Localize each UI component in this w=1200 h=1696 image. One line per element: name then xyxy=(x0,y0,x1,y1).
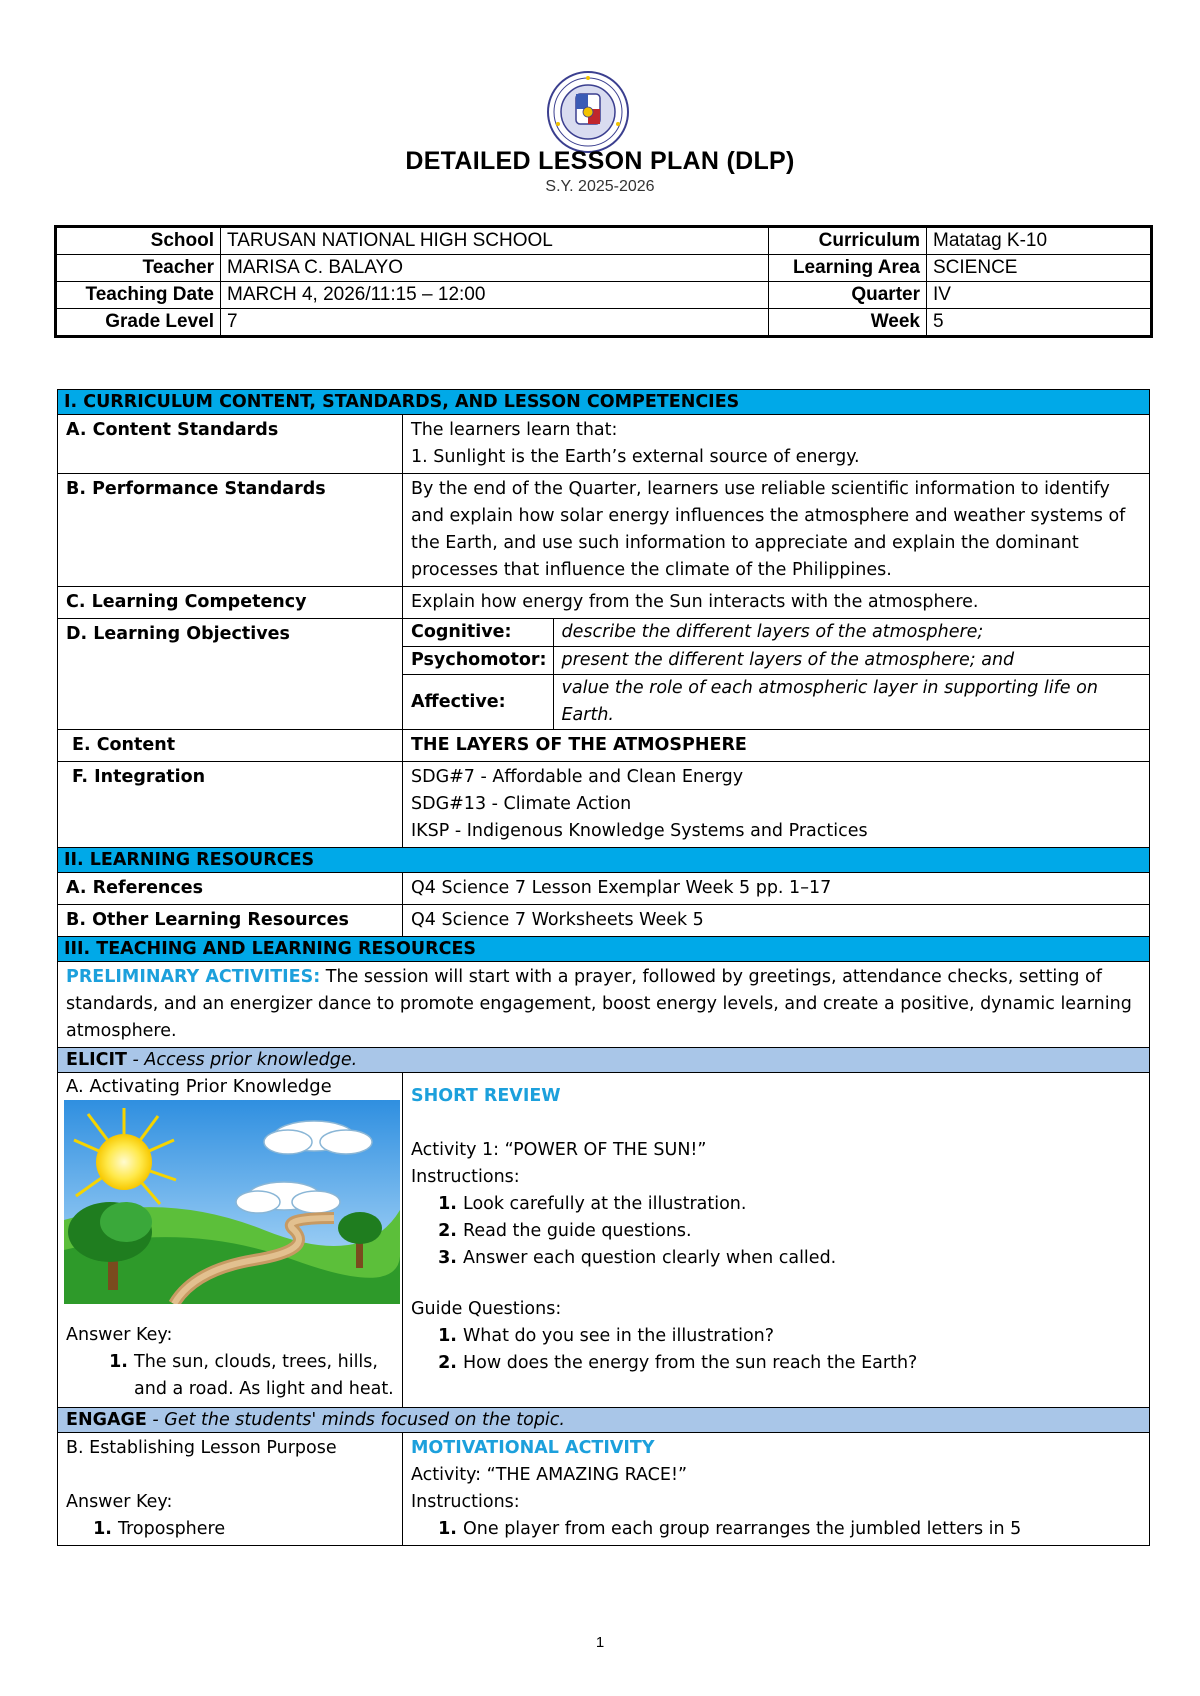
integration-item: SDG#13 - Climate Action xyxy=(411,794,632,814)
elicit-label: ELICIT xyxy=(66,1050,127,1070)
quarter-label: Quarter xyxy=(769,282,927,309)
apk-answer-item: 1. The sun, clouds, trees, hills, and a road. As light and heat. xyxy=(134,1349,394,1403)
other-resources-value: Q4 Science 7 Worksheets Week 5 xyxy=(403,905,1150,937)
teaching-date-label: Teaching Date xyxy=(56,282,221,309)
short-review-heading: SHORT REVIEW xyxy=(411,1086,561,1106)
document-title: DETAILED LESSON PLAN (DLP) xyxy=(405,147,795,175)
grade-level-label: Grade Level xyxy=(56,309,221,337)
integration-value xyxy=(403,762,1150,848)
apk-answer-key-label: Answer Key: xyxy=(66,1325,173,1345)
apk-activity-cell xyxy=(403,1073,1150,1408)
motivational-heading: MOTIVATIONAL ACTIVITY xyxy=(411,1438,655,1458)
week-label: Week xyxy=(769,309,927,337)
teacher-value: MARISA C. BALAYO xyxy=(221,255,769,282)
school-label: School xyxy=(56,227,221,255)
guide-questions-list xyxy=(411,1323,1141,1377)
instructions-list xyxy=(411,1191,1141,1272)
instruction-item: 2. Read the guide questions. xyxy=(463,1218,1141,1245)
apk-label: A. Activating Prior Knowledge xyxy=(66,1076,332,1097)
instructions2-list xyxy=(411,1516,1141,1543)
objectives-table xyxy=(403,619,1149,729)
cognitive-label: Cognitive: xyxy=(403,619,553,647)
teacher-label: Teacher xyxy=(56,255,221,282)
school-year: S.Y. 2025-2026 xyxy=(545,178,655,195)
learning-area-label: Learning Area xyxy=(769,255,927,282)
references-value: Q4 Science 7 Lesson Exemplar Week 5 pp. 1–17 xyxy=(403,873,1150,905)
sun-landscape-illustration xyxy=(64,1100,400,1304)
guide-questions-label: Guide Questions: xyxy=(411,1299,562,1319)
deped-seal-logo xyxy=(546,70,630,154)
other-resources-label: B. Other Learning Resources xyxy=(58,905,403,937)
school-value: TARUSAN NATIONAL HIGH SCHOOL xyxy=(221,227,769,255)
engage-text: - Get the students' minds focused on the topic. xyxy=(146,1410,565,1430)
elp-answer-list xyxy=(66,1516,394,1543)
learning-objectives-cell xyxy=(403,619,1150,730)
section-3-heading: III. TEACHING AND LEARNING RESOURCES xyxy=(58,937,1150,962)
curriculum-value: Matatag K-10 xyxy=(927,227,1152,255)
psychomotor-label: Psychomotor: xyxy=(403,647,553,675)
elp-cell xyxy=(58,1433,403,1546)
quarter-value: IV xyxy=(927,282,1152,309)
content-label: E. Content xyxy=(58,730,403,762)
apk-cell xyxy=(58,1073,403,1408)
guide-question-item: 1. What do you see in the illustration? xyxy=(463,1323,1141,1350)
content-standards-value xyxy=(403,415,1150,474)
grade-level-value: 7 xyxy=(221,309,769,337)
elicit-text: - Access prior knowledge. xyxy=(126,1050,358,1070)
lesson-table xyxy=(57,389,1150,1546)
engage-label: ENGAGE xyxy=(66,1410,147,1430)
learning-competency-label: C. Learning Competency xyxy=(58,587,403,619)
integration-item: IKSP - Indigenous Knowledge Systems and Practices xyxy=(411,821,868,841)
curriculum-label: Curriculum xyxy=(769,227,927,255)
affective-value: value the role of each atmospheric layer in supporting life on Earth. xyxy=(561,678,1098,725)
info-table xyxy=(54,225,1153,338)
content-standards-line1: The learners learn that: xyxy=(411,420,618,440)
affective-label: Affective: xyxy=(403,675,553,730)
learning-objectives-label: D. Learning Objectives xyxy=(58,619,403,730)
instruction2-item: 1. One player from each group rearranges the jumbled letters in 5 xyxy=(463,1516,1141,1543)
guide-question-item: 2. How does the energy from the sun reach the Earth? xyxy=(463,1350,1141,1377)
week-value: 5 xyxy=(927,309,1152,337)
activity1-title: Activity 1: “POWER OF THE SUN!” xyxy=(411,1140,707,1160)
section-1-heading: I. CURRICULUM CONTENT, STANDARDS, AND LESSON COMPETENCIES xyxy=(58,390,1150,415)
elp-answer-item: 1. Troposphere xyxy=(118,1516,394,1543)
instruction-item: 3. Answer each question clearly when called. xyxy=(463,1245,1141,1272)
instructions2-label: Instructions: xyxy=(411,1492,520,1512)
page-number: 1 xyxy=(595,1634,605,1651)
learning-competency-value: Explain how energy from the Sun interacts with the atmosphere. xyxy=(403,587,1150,619)
teaching-date-value: MARCH 4, 2026/11:15 – 12:00 xyxy=(221,282,769,309)
instruction-item: 1. Look carefully at the illustration. xyxy=(463,1191,1141,1218)
integration-label: F. Integration xyxy=(58,762,403,848)
engage-bar xyxy=(58,1408,1150,1433)
apk-answer-list xyxy=(66,1349,394,1403)
content-standards-label: A. Content Standards xyxy=(58,415,403,474)
elp-answer-key-label: Answer Key: xyxy=(66,1492,173,1512)
preliminary-activities xyxy=(58,962,1150,1048)
elicit-bar xyxy=(58,1048,1150,1073)
psychomotor-value: present the different layers of the atmosphere; and xyxy=(553,647,1149,675)
instructions-label: Instructions: xyxy=(411,1167,520,1187)
preliminary-label: PRELIMINARY ACTIVITIES: xyxy=(66,967,321,987)
performance-standards-label: B. Performance Standards xyxy=(58,474,403,587)
activity2-title: Activity: “THE AMAZING RACE!” xyxy=(411,1465,688,1485)
preliminary-text: The session will start with a prayer, followed by greetings, attendance checks, setting of standards, and an energizer dance to promote engagement, boost energy levels, and create a positive, dynamic learning atmosphere. xyxy=(66,967,1132,1041)
elp-activity-cell xyxy=(403,1433,1150,1546)
content-standards-line2: 1. Sunlight is the Earth’s external source of energy. xyxy=(411,447,860,467)
elp-label: B. Establishing Lesson Purpose xyxy=(66,1438,337,1458)
learning-area-value: SCIENCE xyxy=(927,255,1152,282)
references-label: A. References xyxy=(58,873,403,905)
cognitive-value: describe the different layers of the atmosphere; xyxy=(553,619,1149,647)
integration-item: SDG#7 - Affordable and Clean Energy xyxy=(411,767,744,787)
performance-standards-value: By the end of the Quarter, learners use reliable scientific information to identify and explain how solar energy influences the atmosphere and weather systems of the Earth, and use such information to appreciate and explain the dominant processes that influence the climate of the Philippines. xyxy=(403,474,1150,587)
content-value: THE LAYERS OF THE ATMOSPHERE xyxy=(403,730,1150,762)
section-2-heading: II. LEARNING RESOURCES xyxy=(58,848,1150,873)
